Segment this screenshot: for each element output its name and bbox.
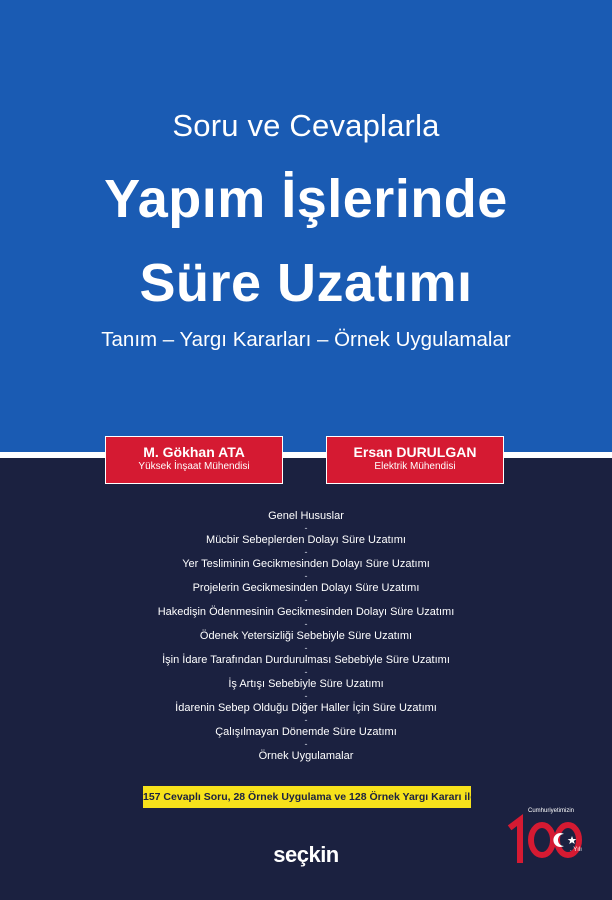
author-name: M. Gökhan ATA <box>143 444 245 460</box>
toc-separator: - <box>304 547 308 557</box>
toc-separator: - <box>304 595 308 605</box>
toc-item: Mücbir Sebeplerden Dolayı Süre Uzatımı <box>206 534 406 546</box>
toc-separator: - <box>304 739 308 749</box>
toc-separator: - <box>304 715 308 725</box>
author-card-2 <box>326 436 504 484</box>
publisher-logo: seçkin <box>273 842 339 867</box>
cover-eyebrow: Soru ve Cevaplarla <box>172 108 440 143</box>
centennial-badge-icon <box>498 808 590 864</box>
cover-subtitle: Tanım – Yargı Kararları – Örnek Uygulamalar <box>101 328 511 351</box>
toc-separator: - <box>304 667 308 677</box>
toc-separator: - <box>304 691 308 701</box>
toc-item: Ödenek Yetersizliği Sebebiyle Süre Uzatımı <box>199 630 413 642</box>
toc-item: İş Artışı Sebebiyle Süre Uzatımı <box>228 678 384 690</box>
toc-item: Projelerin Gecikmesinden Dolayı Süre Uzatımı <box>192 582 420 594</box>
toc-separator: - <box>304 523 308 533</box>
toc-item: Yer Tesliminin Gecikmesinden Dolayı Süre Uzatımı <box>182 558 430 570</box>
author-card-1 <box>105 436 283 484</box>
author-role: Yüksek İnşaat Mühendisi <box>138 461 250 472</box>
toc-separator: - <box>304 619 308 629</box>
table-of-contents <box>0 509 612 763</box>
badge-top-text: Cumhuriyetimizin <box>528 808 575 814</box>
highlight-banner: 157 Cevaplı Soru, 28 Örnek Uygulama ve 128 Örnek Yargı Kararı ile <box>143 786 471 808</box>
toc-item: İşin İdare Tarafından Durdurulması Sebebiyle Süre Uzatımı <box>162 654 450 666</box>
toc-separator: - <box>304 571 308 581</box>
author-name: Ersan DURULGAN <box>353 444 477 460</box>
toc-item: İdarenin Sebep Olduğu Diğer Haller İçin Süre Uzatımı <box>175 702 437 714</box>
toc-item: Hakedişin Ödenmesinin Gecikmesinden Dolayı Süre Uzatımı <box>157 606 455 618</box>
toc-item: Genel Hususlar <box>268 510 344 522</box>
cover-title-line-1: Yapım İşlerinde <box>104 169 508 229</box>
author-role: Elektrik Mühendisi <box>374 461 456 472</box>
cover-title-line-2: Süre Uzatımı <box>139 253 473 313</box>
toc-item: Örnek Uygulamalar <box>258 750 354 762</box>
toc-item: Çalışılmayan Dönemde Süre Uzatımı <box>215 726 397 738</box>
toc-separator: - <box>304 643 308 653</box>
badge-bottom-text: . Yılı <box>570 847 582 853</box>
